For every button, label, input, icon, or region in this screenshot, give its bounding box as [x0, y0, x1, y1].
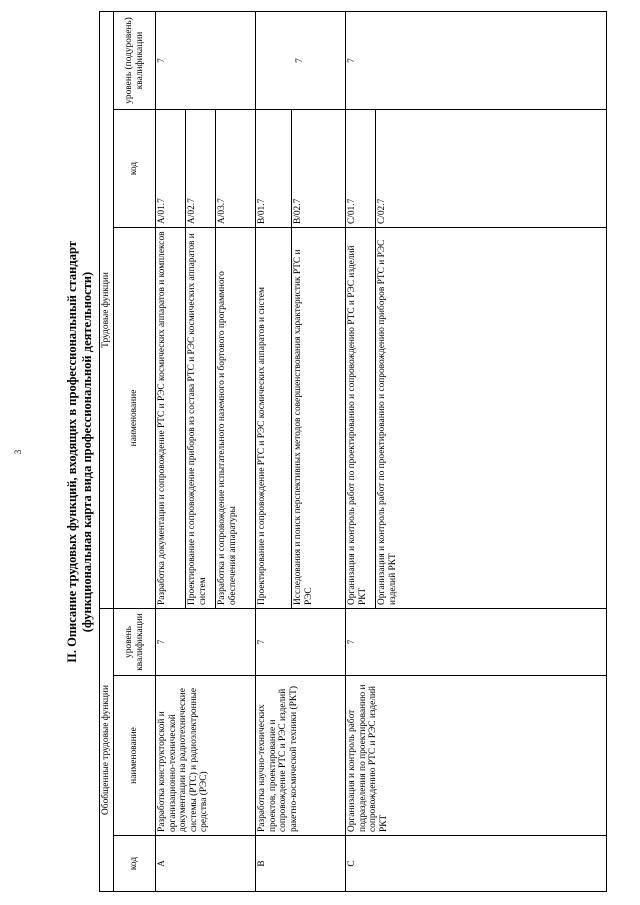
- function-name: Организация и контроль работ по проектированию и сопровождению РТС и РЭС изделий РКТ: [346, 227, 376, 608]
- page-number: 3: [13, 449, 23, 455]
- group-name-c: Организация и контроль работ подразделения по проектированию и сопровождению РТС и РЭС изделий РКТ: [346, 676, 607, 836]
- header-row-2: [114, 11, 156, 891]
- functional-map-table: [99, 11, 607, 892]
- title-line-1: II. Описание трудовых функций, входящих в профессиональный стандарт: [65, 241, 79, 663]
- group-level-a: 7: [156, 608, 256, 675]
- function-code: В/02.7: [292, 109, 346, 227]
- function-name: Проектирование и сопровождение РТС и РЭС космических аппаратов и систем: [256, 227, 292, 608]
- section-title: [65, 241, 95, 663]
- function-name: Разработка документации и сопровождение РТС и РЭС космических аппаратов и комплексов: [156, 227, 186, 608]
- group-name-b: Разработка научно-технических проектов, проектирование и сопровождение РТС и РЭС изделий ракетно-космической техники (РКТ): [256, 676, 346, 836]
- function-level-b: 7: [256, 11, 346, 109]
- title-line-2: (функциональная карта вида профессиональной деятельности): [80, 271, 94, 633]
- header-function-name: наименование: [114, 227, 156, 608]
- function-level-c: 7: [346, 11, 607, 109]
- table-row: [256, 11, 292, 891]
- group-code-c: С: [346, 836, 607, 892]
- function-level-a: 7: [156, 11, 256, 109]
- function-code: В/01.7: [256, 109, 292, 227]
- header-qual-level: уровень квалификации: [114, 608, 156, 675]
- table-row: [346, 11, 376, 891]
- header-function-code: код: [114, 109, 156, 227]
- header-subqual-level: уровень (подуровень) квалификации: [114, 11, 156, 109]
- header-generalized-functions: Обобщенные трудовые функции: [100, 608, 114, 891]
- function-code: С/02.7: [376, 109, 607, 227]
- group-name-a: Разработка конструкторской и организационно-технической документации на радиотехнические системы (РТС) и радиоэлектронные средства (РЭС): [156, 676, 256, 836]
- functional-map-table-container: [99, 12, 607, 892]
- function-name: Проектирование и сопровождение приборов из состава РТС и РЭС космических аппаратов и систем: [186, 227, 216, 608]
- function-code: А/01.7: [156, 109, 186, 227]
- function-code: А/03.7: [216, 109, 256, 227]
- header-code: код: [114, 836, 156, 892]
- header-labor-functions: Трудовые функции: [100, 11, 114, 608]
- header-row-1: [100, 11, 114, 891]
- table-row: [156, 11, 186, 891]
- group-level-c: 7: [346, 608, 607, 675]
- function-code: А/02.7: [186, 109, 216, 227]
- header-name: наименование: [114, 676, 156, 836]
- group-level-b: 7: [256, 608, 346, 675]
- function-code: С/01.7: [346, 109, 376, 227]
- function-name: Разработка и сопровождение испытательного наземного и бортового программного обеспечения аппаратуры: [216, 227, 256, 608]
- group-code-b: В: [256, 836, 346, 892]
- function-name: Исследования и поиск перспективных методов совершенствования характеристик РТС и РЭС: [292, 227, 346, 608]
- group-code-a: А: [156, 836, 256, 892]
- function-name: Организация и контроль работ по проектированию и сопровождению приборов РТС и РЭС изделий РКТ: [376, 227, 607, 608]
